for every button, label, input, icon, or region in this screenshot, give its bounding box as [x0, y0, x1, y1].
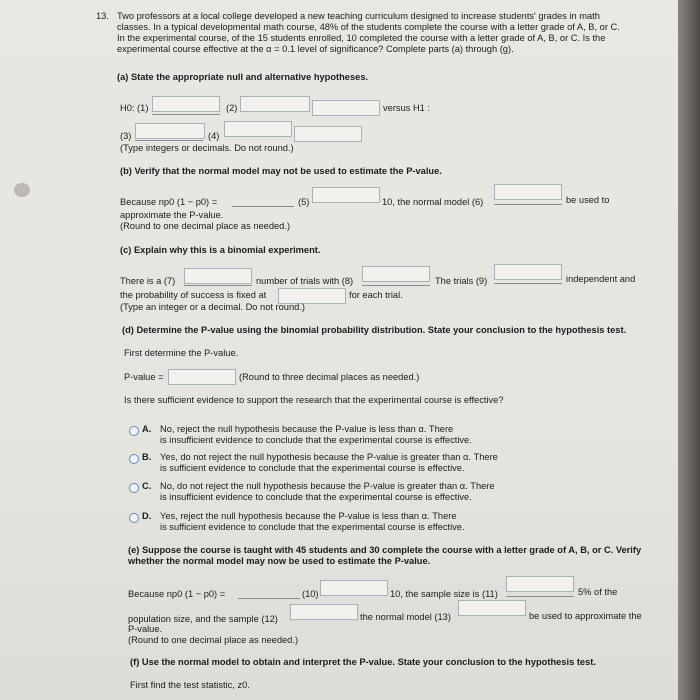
answer-box-9[interactable] — [494, 264, 562, 280]
pvalue-label: P-value = — [124, 372, 164, 382]
intro-line-3: In the experimental course, of the 15 students enrolled, 10 completed the course with a letter grade of A, B, or C. Is the — [117, 33, 606, 43]
part-e-ten: 10, the sample size is (11) — [390, 589, 498, 599]
part-e-be-used: be used to approximate the — [529, 611, 642, 621]
blank-3[interactable] — [135, 140, 203, 141]
part-e-pvalue: P-value. — [128, 624, 163, 634]
part-e-heading-2: whether the normal model may now be used to estimate the P-value. — [128, 556, 431, 566]
blank-9[interactable] — [494, 283, 562, 284]
blank-11[interactable] — [506, 596, 574, 597]
option-d-line-2: is sufficient evidence to conclude that the experimental course is effective. — [160, 522, 465, 532]
question-number: 13. — [96, 11, 109, 21]
part-c-note: (Type an integer or a decimal. Do not round.) — [120, 302, 306, 312]
label-10: (10) — [302, 589, 319, 599]
part-c-trials-9: The trials (9) — [435, 276, 488, 286]
answer-box-11[interactable] — [506, 576, 574, 592]
label-2: (2) — [226, 103, 238, 113]
part-d-heading: (d) Determine the P-value using the binomial probability distribution. State your conclusion to the hypothesis test. — [122, 325, 627, 335]
option-c-letter: C. — [142, 481, 152, 491]
answer-box-13[interactable] — [458, 600, 526, 616]
part-e-heading-1: (e) Suppose the course is taught with 45 students and 30 complete the course with a letter grade of A, B, or C. Verify — [128, 545, 642, 555]
part-b-approx: approximate the P-value. — [120, 210, 224, 220]
part-a-heading: (a) State the appropriate null and alternative hypotheses. — [117, 72, 369, 82]
label-4: (4) — [208, 131, 220, 141]
intro-line-2: classes. In a typical developmental math course, 48% of the students complete the course with a letter grade of A, B, or C. — [117, 22, 620, 32]
part-e-norm13: the normal model (13) — [360, 612, 451, 622]
answer-box-2[interactable] — [240, 96, 310, 112]
label-5: (5) — [298, 197, 310, 207]
part-e-pop: population size, and the sample (12) — [128, 614, 278, 624]
answer-box-7[interactable] — [184, 268, 252, 284]
blank-7[interactable] — [184, 285, 252, 286]
part-e-note: (Round to one decimal place as needed.) — [128, 635, 299, 645]
answer-box-8[interactable] — [362, 266, 430, 282]
option-b-line-1: Yes, do not reject the null hypothesis because the P-value is greater than α. There — [160, 452, 498, 462]
part-c-each: for each trial. — [349, 290, 403, 300]
answer-box-10[interactable] — [320, 580, 388, 596]
part-b-ten: 10, the normal model (6) — [382, 197, 484, 207]
blank-8[interactable] — [362, 285, 430, 286]
binder-hole — [14, 183, 30, 197]
part-c-probability: the probability of success is fixed at — [120, 290, 267, 300]
part-c-independent: independent and — [566, 274, 636, 284]
part-c-heading: (c) Explain why this is a binomial experiment. — [120, 245, 321, 255]
part-c-there: There is a (7) — [120, 276, 176, 286]
blank-1[interactable] — [152, 114, 220, 115]
option-a-line-1: No, reject the null hypothesis because the P-value is less than α. There — [160, 424, 454, 434]
blank-6[interactable] — [494, 204, 562, 205]
answer-box-1[interactable] — [152, 96, 220, 112]
part-d-first: First determine the P-value. — [124, 348, 239, 358]
intro-line-1: Two professors at a local college developed a new teaching curriculum designed to increase students' grades in math — [117, 11, 600, 21]
option-a-line-2: is insufficient evidence to conclude that the experimental course is effective. — [160, 435, 472, 445]
blank-npq-e[interactable] — [238, 598, 300, 599]
part-f-first: First find the test statistic, z0. — [130, 680, 250, 690]
part-a-note: (Type integers or decimals. Do not round.) — [120, 143, 294, 153]
answer-box-4[interactable] — [224, 121, 292, 137]
option-a-letter: A. — [142, 424, 152, 434]
pvalue-round-note: (Round to three decimal places as needed.) — [239, 372, 420, 382]
h0-label: H0: (1) — [120, 103, 149, 113]
label-3: (3) — [120, 131, 132, 141]
answer-box-4b[interactable] — [294, 126, 362, 142]
part-c-trials-with: number of trials with (8) — [256, 276, 354, 286]
blank-npq[interactable] — [232, 206, 294, 207]
part-e-because: Because np0 (1 − p0) = — [128, 589, 226, 599]
option-b-line-2: is sufficient evidence to conclude that the experimental course is effective. — [160, 463, 465, 473]
part-b-heading: (b) Verify that the normal model may not be used to estimate the P-value. — [120, 166, 442, 176]
part-e-five: 5% of the — [578, 587, 618, 597]
part-b-be-used: be used to — [566, 195, 610, 205]
answer-box-2b[interactable] — [312, 100, 380, 116]
option-c-line-2: is insufficient evidence to conclude that the experimental course is effective. — [160, 492, 472, 502]
part-f-heading: (f) Use the normal model to obtain and interpret the P-value. State your conclusion to the hypothesis test. — [130, 657, 596, 667]
page-edge-shadow — [678, 0, 700, 700]
radio-option-d[interactable] — [129, 513, 139, 523]
option-c-line-1: No, do not reject the null hypothesis because the P-value is greater than α. There — [160, 481, 495, 491]
versus-h1-label: versus H1 : — [383, 103, 431, 113]
part-b-note: (Round to one decimal place as needed.) — [120, 221, 291, 231]
answer-box-3[interactable] — [135, 123, 205, 139]
answer-box-12[interactable] — [290, 604, 358, 620]
radio-option-a[interactable] — [129, 426, 139, 436]
part-b-because: Because np0 (1 − p0) = — [120, 197, 218, 207]
answer-box-5[interactable] — [312, 187, 380, 203]
answer-box-6[interactable] — [494, 184, 562, 200]
option-b-letter: B. — [142, 452, 152, 462]
radio-option-b[interactable] — [129, 454, 139, 464]
pvalue-input[interactable] — [168, 369, 236, 385]
part-d-question: Is there sufficient evidence to support the research that the experimental course is effective? — [124, 395, 504, 405]
radio-option-c[interactable] — [129, 483, 139, 493]
option-d-line-1: Yes, reject the null hypothesis because the P-value is less than α. There — [160, 511, 457, 521]
intro-line-4: experimental course effective at the α = 0.1 level of significance? Complete parts (a) through (g). — [117, 44, 514, 54]
option-d-letter: D. — [142, 511, 152, 521]
